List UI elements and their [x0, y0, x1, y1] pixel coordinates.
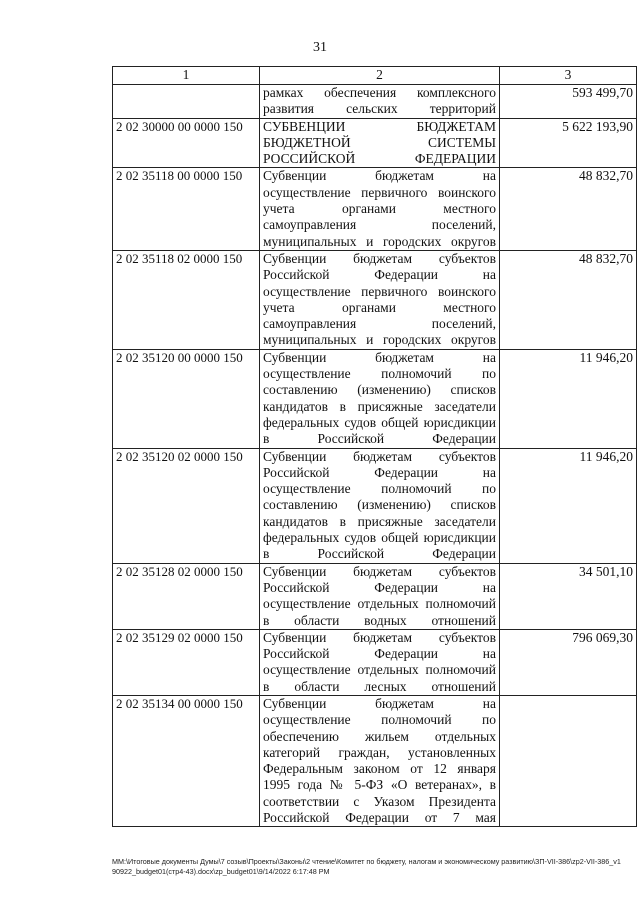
budget-code-cell: 2 02 35120 00 0000 150 — [113, 349, 260, 448]
table-row — [113, 629, 637, 695]
table-row — [113, 349, 637, 448]
amount-cell: 48 832,70 — [500, 168, 637, 250]
column-header-2: 2 — [260, 67, 500, 85]
budget-code-cell: 2 02 35118 00 0000 150 — [113, 168, 260, 250]
budget-code-cell: 2 02 35120 02 0000 150 — [113, 448, 260, 563]
table-row — [113, 168, 637, 250]
table-row — [113, 563, 637, 629]
table-row — [113, 448, 637, 563]
budget-code-cell: 2 02 30000 00 0000 150 — [113, 118, 260, 168]
budget-code-cell: 2 02 35129 02 0000 150 — [113, 629, 260, 695]
description-cell: СУБВЕНЦИИ БЮДЖЕТАМ БЮДЖЕТНОЙ СИСТЕМЫ РОССИЙСКОЙ ФЕДЕРАЦИИ — [260, 118, 500, 168]
column-header-1: 1 — [113, 67, 260, 85]
budget-table — [112, 66, 637, 827]
amount-cell: 11 946,20 — [500, 448, 637, 563]
amount-cell: 593 499,70 — [500, 85, 637, 119]
column-header-3: 3 — [500, 67, 637, 85]
amount-cell: 48 832,70 — [500, 250, 637, 349]
table-row — [113, 118, 637, 168]
document-path-footer: ММ:\Итоговые документы Думы\7 созыв\Проекты\Законы\2 чтение\Комитет по бюджету, налогам и экономическому развитию\ЗП-VII-386\zp2-VII-386_v190922_budget01(стр4-43).docx\zp_budget01\9/14/2022 6:17:48 PM — [112, 857, 621, 876]
amount-cell: 34 501,10 — [500, 563, 637, 629]
amount-cell: 796 069,30 — [500, 629, 637, 695]
description-cell: Субвенции бюджетам субъектов Российской Федерации на осуществление первичного воинского учета органами местного самоуправления поселений, муниципальных и городских округов — [260, 250, 500, 349]
table-row — [113, 85, 637, 119]
description-cell: Субвенции бюджетам на осуществление полномочий по обеспечению жильем отдельных категорий граждан, установленных Федеральным законом от 12 января 1995 года № 5-ФЗ «О ветеранах», в соответствии с Указом Президента Российской Федерации от 7 мая — [260, 695, 500, 826]
description-cell: рамках обеспечения комплексного развития сельских территорий — [260, 85, 500, 119]
amount-cell: 5 622 193,90 — [500, 118, 637, 168]
description-cell: Субвенции бюджетам субъектов Российской Федерации на осуществление отдельных полномочий в области водных отношений — [260, 563, 500, 629]
budget-code-cell — [113, 85, 260, 119]
page-number: 31 — [313, 40, 327, 55]
description-cell: Субвенции бюджетам на осуществление полномочий по составлению (изменению) списков кандидатов в присяжные заседатели федеральных судов общей юрисдикции в Российской Федерации — [260, 349, 500, 448]
table-header-row — [113, 67, 637, 85]
description-cell: Субвенции бюджетам на осуществление первичного воинского учета органами местного самоуправления поселений, муниципальных и городских округов — [260, 168, 500, 250]
description-cell: Субвенции бюджетам субъектов Российской Федерации на осуществление полномочий по составлению (изменению) списков кандидатов в присяжные заседатели федеральных судов общей юрисдикции в Российской Федерации — [260, 448, 500, 563]
amount-cell — [500, 695, 637, 826]
budget-code-cell: 2 02 35128 02 0000 150 — [113, 563, 260, 629]
description-cell: Субвенции бюджетам субъектов Российской Федерации на осуществление отдельных полномочий в области лесных отношений — [260, 629, 500, 695]
amount-cell: 11 946,20 — [500, 349, 637, 448]
budget-code-cell: 2 02 35118 02 0000 150 — [113, 250, 260, 349]
table-row — [113, 250, 637, 349]
budget-code-cell: 2 02 35134 00 0000 150 — [113, 695, 260, 826]
table-row — [113, 695, 637, 826]
